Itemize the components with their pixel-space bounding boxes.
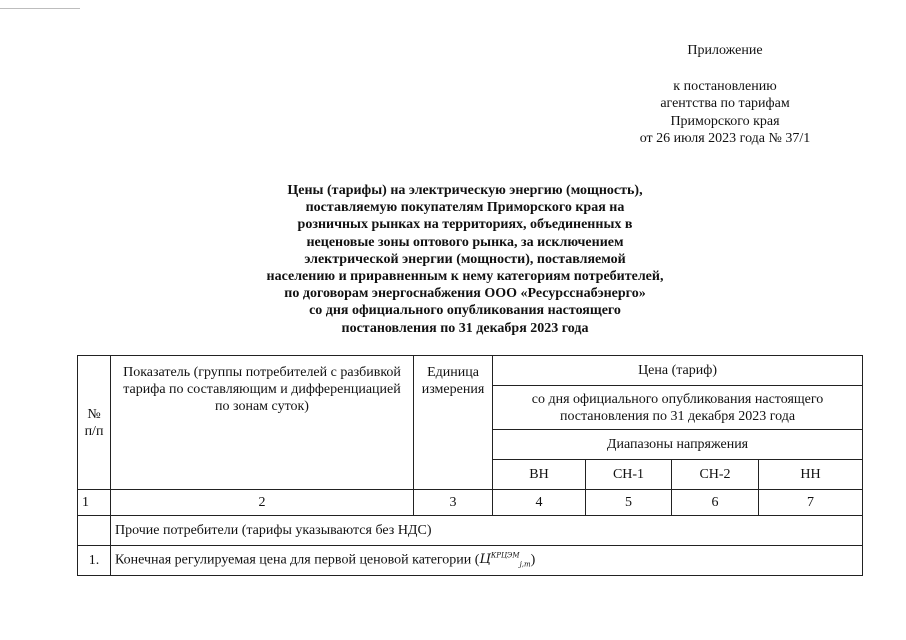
- header-voltage: Диапазоны напряжения: [493, 430, 863, 460]
- header-level-sn2: СН-2: [672, 460, 759, 490]
- header-level-sn1: СН-1: [586, 460, 672, 490]
- header-level-vn: ВН: [493, 460, 586, 490]
- row-category-label: Прочие потребители (тарифы указываются без НДС): [111, 516, 863, 546]
- row-price-label: Конечная регулируемая цена для первой ценовой категории $(Ц^{КРЦЭМ}_{j,m})$: [111, 546, 863, 576]
- title-line: Цены (тарифы) на электрическую энергию (мощность),: [287, 183, 643, 198]
- col-number: 7: [759, 490, 863, 516]
- tariff-table: [77, 355, 863, 576]
- col-number: 1: [78, 490, 111, 516]
- title-line: поставляемую покупателям Приморского края на: [305, 200, 625, 216]
- header-price: Цена (тариф): [493, 356, 863, 386]
- title-line: неценовые зоны оптового рынка, за исключением: [306, 234, 624, 250]
- title-line: электрической энергии (мощности), поставляемой: [304, 251, 626, 267]
- header-indicator: Показатель (группы потребителей с разбивкой тарифа по составляющим и дифференциацией по зонам суток): [111, 356, 414, 490]
- header-period: со дня официального опубликования настоящего постановления по 31 декабря 2023 года: [493, 386, 863, 430]
- document-title: [210, 182, 720, 337]
- appendix-line: Приморского края: [670, 113, 780, 129]
- row-num: 1.: [78, 546, 111, 576]
- row-num: [78, 516, 111, 546]
- appendix-line: агентства по тарифам: [660, 96, 790, 111]
- appendix-line: к постановлению: [673, 78, 777, 94]
- title-line: розничных рынках на территориях, объединенных в: [297, 217, 633, 233]
- formula-symbol: $Ц^{КРЦЭМ}_{j,m}$: [479, 552, 531, 569]
- title-line: населению и приравненным к нему категориям потребителей,: [266, 269, 664, 285]
- row-text: Конечная регулируемая цена для первой ценовой категории (: [115, 552, 480, 568]
- appendix-block: [600, 42, 850, 148]
- top-divider: [0, 8, 80, 9]
- col-number: 3: [414, 490, 493, 516]
- header-num: № п/п: [78, 356, 111, 490]
- title-line: со дня официального опубликования настоящего: [309, 303, 621, 319]
- title-line: постановления по 31 декабря 2023 года: [341, 320, 589, 336]
- col-number: 2: [111, 490, 414, 516]
- header-unit: Единица измерения: [414, 356, 493, 490]
- title-line: по договорам энергоснабжения ООО «Ресурсснабэнерго»: [284, 286, 646, 302]
- appendix-title: Приложение: [687, 43, 763, 58]
- appendix-date: от 26 июля 2023 года № 37/1: [639, 131, 811, 146]
- col-number: 4: [493, 490, 586, 516]
- col-number: 6: [672, 490, 759, 516]
- header-level-nn: НН: [759, 460, 863, 490]
- col-number: 5: [586, 490, 672, 516]
